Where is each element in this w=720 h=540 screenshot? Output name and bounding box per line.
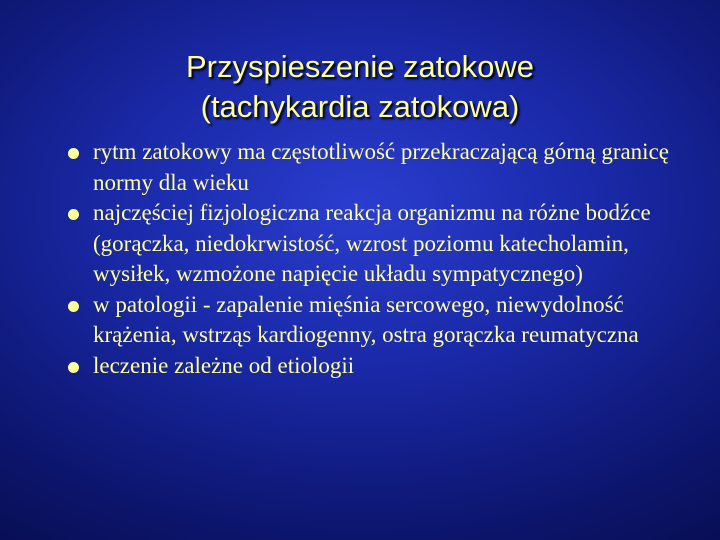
bullet-text: rytm zatokowy ma częstotliwość przekraczającą górną granicę normy dla wieku xyxy=(93,139,669,195)
bullet-item xyxy=(93,137,693,198)
slide-title xyxy=(60,47,660,127)
bullet-item xyxy=(93,351,693,382)
bullet-text: w patologii - zapalenie mięśnia sercowego, niewydolność krążenia, wstrząs kardiogenny, ostra gorączka reumatyczna xyxy=(93,291,639,347)
bullet-dot-icon xyxy=(68,301,79,312)
slide-title-line-1: Przyspieszenie zatokowe xyxy=(185,49,535,84)
bullet-item xyxy=(93,290,693,351)
slide-title-line-2: (tachykardia zatokowa) xyxy=(200,89,520,124)
bullet-dot-icon xyxy=(68,148,79,159)
bullet-dot-icon xyxy=(68,362,79,373)
bullet-dot-icon xyxy=(68,209,79,220)
bullet-list xyxy=(93,137,693,381)
bullet-text: najczęściej fizjologiczna reakcja organizmu na różne bodźce (gorączka, niedokrwistość, wzrost poziomu katecholamin, wysiłek, wzmożone napięcie układu sympatycznego) xyxy=(93,200,651,286)
bullet-item xyxy=(93,198,693,290)
bullet-text: leczenie zależne od etiologii xyxy=(93,352,355,378)
